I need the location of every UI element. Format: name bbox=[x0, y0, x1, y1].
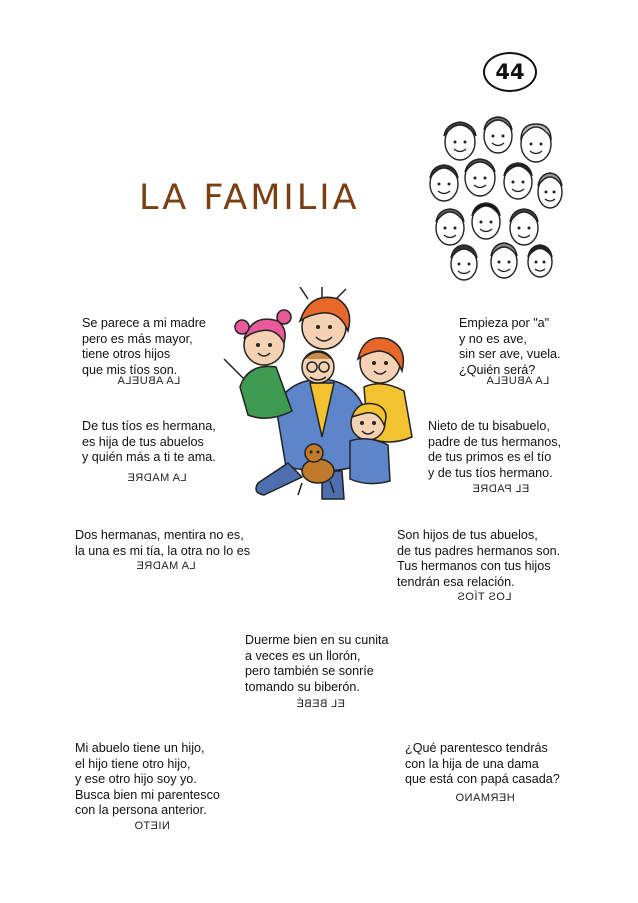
riddle-8-answer: NIETO bbox=[134, 820, 170, 832]
riddle-6-text: Son hijos de tus abuelos, de tus padres hermanos son. Tus hermanos con tus hijos tendrán esa relación. bbox=[397, 528, 561, 589]
family-portrait-illustration bbox=[424, 112, 564, 284]
riddle-9-text: ¿Qué parentesco tendrás con la hija de una dama que está con papá casada? bbox=[405, 741, 560, 787]
riddle-5-answer: LA MADRE bbox=[136, 560, 196, 572]
riddle-1-text: Se parece a mi madre pero es más mayor, tiene otros hijos que mis tíos son. bbox=[82, 316, 206, 377]
riddle-2-text: Empieza por "a" y no es ave, sin ser ave, vuela. ¿Quién será? bbox=[459, 316, 561, 377]
cartoon-family-illustration bbox=[218, 287, 440, 507]
riddle-3-answer: LA MADRE bbox=[127, 472, 187, 484]
riddle-4-answer: EL PADRE bbox=[472, 483, 530, 495]
riddle-4-text: Nieto de tu bisabuelo, padre de tus hermanos, de tus primos es el tío y de tus tíos hermano. bbox=[428, 419, 562, 480]
riddle-9-answer: HERMANO bbox=[455, 792, 515, 804]
riddle-1-answer: LA ABUELA bbox=[117, 375, 181, 387]
riddle-5-text: Dos hermanas, mentira no es, la una es mi tía, la otra no lo es bbox=[75, 528, 251, 558]
riddle-7-text: Duerme bien en su cunita a veces es un llorón, pero también se sonríe tomando su biberón. bbox=[245, 633, 389, 694]
riddle-3-text: De tus tíos es hermana, es hija de tus abuelos y quién más a ti te ama. bbox=[82, 419, 216, 465]
riddle-6-answer: LOS TÍOS bbox=[457, 591, 512, 603]
page-title: LA FAMILIA bbox=[139, 178, 360, 218]
riddle-2-answer: LA ABUELA bbox=[486, 375, 550, 387]
riddle-8-text: Mi abuelo tiene un hijo, el hijo tiene otro hijo, y ese otro hijo soy yo. Busca bien mi parentesco con la persona anterior. bbox=[75, 741, 220, 818]
page-number-badge: 44 bbox=[483, 52, 537, 92]
riddle-7-answer: EL BEBÉ bbox=[296, 698, 345, 710]
